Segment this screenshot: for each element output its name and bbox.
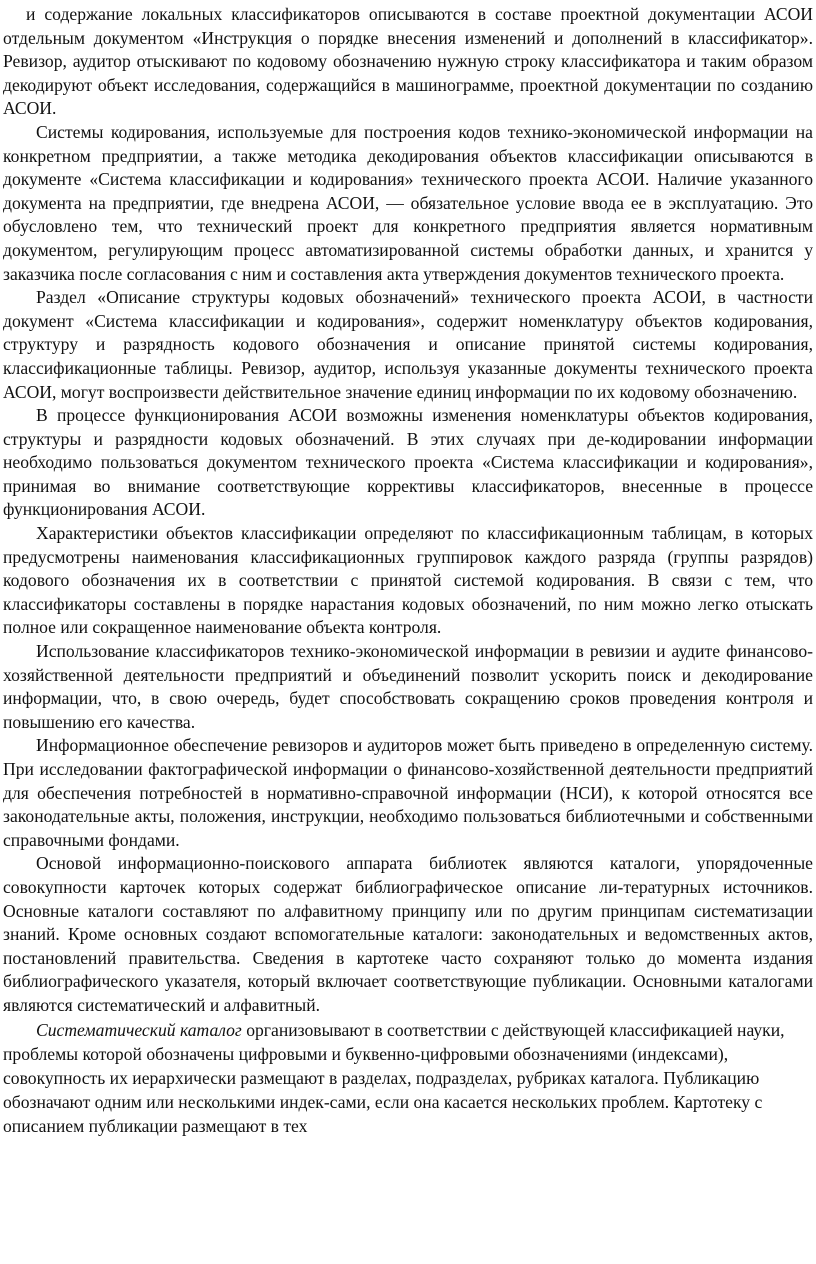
paragraph-3: Раздел «Описание структуры кодовых обозначений» технического проекта АСОИ, в частности документ «Система классификации и кодирования», содержит номенклатуру объектов кодирования, структуру и разрядность кодового обозначения и описание принятой системы кодирования, классификационные таблицы. Ревизор, аудитор, используя указанные документы технического проекта АСОИ, могут воспроизвести действительное значение единиц информации по их кодовому обозначению. <box>3 287 813 402</box>
italic-term: Систематический каталог <box>36 1019 242 1040</box>
paragraph-1: и содержание локальных классификаторов описываются в составе проектной документации АСОИ отдельным документом «Инструкция о порядке внесения изменений и дополнений в классификатор». Ревизор, аудитор отыскивают по кодовому обозначению нужную строку классификатора и таким образом декодируют объект исследования, содержащийся в машинограмме, проектной документации по созданию АСОИ. <box>3 4 813 119</box>
paragraph-7: Информационное обеспечение ревизоров и аудиторов может быть приведено в определенную систему. При исследовании фактографической информации о финансово-хозяйственной деятельности предприятий для обеспечения потребностей в нормативно-справочной информации (НСИ), к которой относятся все законодательные акты, положения, инструкции, необходимо пользоваться библиотечными и собственными справочными фондами. <box>3 735 813 850</box>
paragraph-5: Характеристики объектов классификации определяют по классификационным таблицам, в которых предусмотрены наименования классификационных группировок каждого разряда (группы разрядов) кодового обозначения их в соответствии с принятой системой кодирования. В связи с тем, что классификаторы составлены в порядке нарастания кодовых обозначений, по ним можно легко отыскать полное или сокращенное наименование объекта контроля. <box>3 523 813 638</box>
paragraph-2: Системы кодирования, используемые для построения кодов технико-экономической информации на конкретном предприятии, а также методика декодирования объектов классификации описываются в документе «Система классификации и кодирования» технического проекта АСОИ. Наличие указанного документа на предприятии, где внедрена АСОИ, — обязательное условие ввода ее в эксплуатацию. Это обусловлено тем, что технический проект для конкретного предприятия является нормативным документом, регулирующим процесс автоматизированной системы обработки данных, и хранится у заказчика после согласования с ним и составления акта утверждения документов технического проекта. <box>3 121 813 284</box>
paragraph-4: В процессе функционирования АСОИ возможны изменения номенклатуры объектов кодирования, структуры и разрядности кодовых обозначений. В этих случаях при де-кодировании информации необходимо пользоваться документом технического проекта «Система классификации и кодирования», принимая во внимание соответствующие коррективы классификаторов, внесенные в процессе функционирования АСОИ. <box>3 405 813 520</box>
paragraph-6: Использование классификаторов технико-экономической информации в ревизии и аудите финансово-хозяйственной деятельности предприятий и объединений позволит ускорить поиск и декодирование информации, что, в свою очередь, будет способствовать сокращению сроков проведения контроля и повышению его качества. <box>3 641 813 732</box>
paragraph-8: Основой информационно-поискового аппарата библиотек являются каталоги, упорядоченные совокупности карточек которых содержат библиографическое описание ли-тературных источников. Основные каталоги составляют по алфавитному принципу или по другим принципам систематизации знаний. Кроме основных создают вспомогательные каталоги: законодательных и ведомственных актов, постановлений правительства. Сведения в картотеке часто сохраняют только до момента издания библиографического указателя, который включает соответствующие публикации. Основными каталогами являются систематический и алфавитный. <box>3 853 813 1015</box>
paragraph-9 <box>3 1018 813 1138</box>
paragraph-9-text: организовывают в соответствии с действующей классификацией науки, проблемы которой обозначены цифровыми и буквенно-цифровыми обозначениями (индексами), совокупность их иерархически размещают в разделах, подразделах, рубриках каталога. Публикацию обозначают одним или несколькими индек-сами, если она касается нескольких проблем. Картотеку с описанием публикации размещают в тех <box>3 1019 785 1136</box>
